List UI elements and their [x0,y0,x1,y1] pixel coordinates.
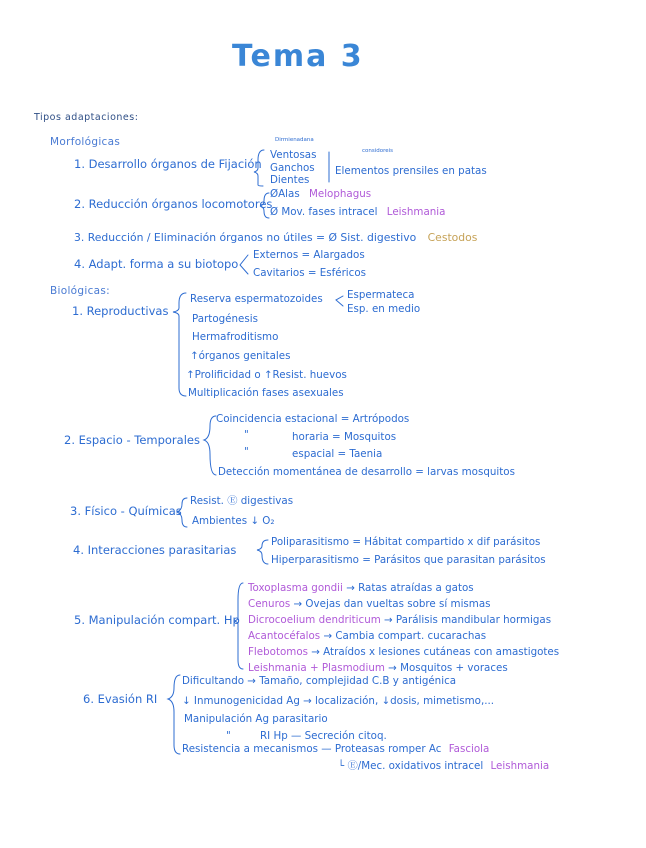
prolificidad: ↑Prolificidad o ↑Resist. huevos [186,369,347,381]
morfologicas-heading: Morfológicas [50,136,121,148]
mec-oxidativos [338,761,549,771]
bio-item-4-label: 4. Interacciones parasitarias [73,543,237,557]
dientes: Dientes [270,174,310,186]
morf-item-4-label: 4. Adapt. forma a su biotopo [74,257,239,271]
bio-item-2-label: 2. Espacio - Temporales [64,433,200,447]
multiplicacion-asexual: Multiplicación fases asexuales [188,387,344,399]
horaria-mosquitos: horaria = Mosquitos [292,431,397,443]
partogenesis: Partogénesis [192,313,258,325]
manip-species-4: Acantocéfalos [248,630,321,642]
morf-item-1-label: 1. Desarrollo órganos de Fijación [74,157,262,171]
resistencia-mecanismos [182,744,489,754]
deteccion-momentanea: Detección momentánea de desarrollo = larvas mosquitos [218,466,515,478]
inmunogenicidad: ↓ Inmunogenicidad Ag → localización, ↓dosis, mimetismo,... [182,695,495,707]
elementos-prensiles: Elementos prensiles en patas [335,165,487,177]
esp-en-medio: Esp. en medio [347,303,421,315]
fasciola-example: Fasciola [448,743,490,755]
bio-item-5-label: 5. Manipulación compart. Hp [74,613,240,627]
leishmania-example-2: Leishmania [490,760,550,772]
poliparasitismo: Poliparasitismo = Hábitat compartido x dif parásitos [271,536,541,548]
manip-row-2 [248,599,491,609]
section-heading: Tipos adaptaciones: [34,112,139,123]
coincidencia-estacional: Coincidencia estacional = Artrópodos [216,413,410,425]
ambientes-o2: Ambientes ↓ O₂ [192,515,275,527]
morf-item-2-alas [270,189,371,199]
manip-species-3: Dicrocoelium dendriticum [248,614,381,626]
hiperparasitismo: Hiperparasitismo = Parásitos que parasitan parásitos [271,554,546,566]
espermateca: Espermateca [347,289,415,301]
biologicas-heading: Biológicas: [50,285,110,297]
page-title: Tema 3 [232,39,364,74]
melophagus-example: Melophagus [308,188,372,200]
morf-item-2-label: 2. Reducción órganos locomotores [74,197,273,211]
manip-species-6: Leishmania + Plasmodium [248,662,385,674]
leishmania-example: Leishmania [386,206,446,218]
cestodos-example: Cestodos [427,231,478,244]
manipulacion-ag: Manipulación Ag parasitario [184,713,328,725]
bio-item-3-label: 3. Físico - Químicas [70,504,182,518]
manip-row-1 [248,583,474,593]
ri-hp-secrecion: RI Hp — Secreción citoq. [260,730,387,742]
manip-desc-6: → Mosquitos + voraces [388,662,508,674]
resistencia-text: Resistencia a mecanismos — Proteasas romper Ac [182,743,442,755]
dificultando: Dificultando → Tamaño, complejidad C.B y antigénica [182,675,457,687]
resist-enzimas-digestivas: Resist. Ⓔ digestivas [190,495,294,507]
ditto-3: " [226,730,231,742]
ventosas: Ventosas [270,149,317,161]
hermafroditismo: Hermafroditismo [192,331,279,343]
morf-item-3 [74,233,477,244]
cavitarios-esfericos: Cavitarios = Esféricos [253,267,366,279]
bio-item-6-label: 6. Evasión RI [83,692,158,706]
organos-genitales: ↑órganos genitales [190,350,291,362]
manip-row-5 [248,647,559,657]
manip-desc-1: → Ratas atraídas a gatos [346,582,474,594]
reserva-espermatozoides: Reserva espermatozoides [190,293,323,305]
externos-alargados: Externos = Alargados [253,249,365,261]
morf-item-1-tiny-note: Dirmienadana [275,137,314,143]
manip-row-6 [248,663,508,673]
morf-item-1-tiny-note-2: considoreis [362,148,394,154]
manip-desc-5: → Atraídos x lesiones cutáneas con amastigotes [311,646,560,658]
manip-desc-4: → Cambia compart. cucarachas [323,630,487,642]
mov-text: Ø Mov. fases intracel [270,206,378,218]
manip-species-5: Flebotomos [248,646,308,658]
morf-item-3-text: 3. Reducción / Eliminación órganos no útiles = Ø Sist. digestivo [74,231,417,244]
manip-species-1: Toxoplasma gondii [248,582,343,594]
manip-species-2: Cenuros [248,598,291,610]
espacial-taenia: espacial = Taenia [292,448,383,460]
ditto-1: " [244,429,249,441]
alas-text: ØAlas [270,188,300,200]
manip-row-4 [248,631,486,641]
manip-desc-2: → Ovejas dan vueltas sobre sí mismas [293,598,491,610]
mec-oxidativos-text: └ Ⓔ/Mec. oxidativos intracel [338,760,484,772]
ditto-2: " [244,446,249,458]
morf-item-2-mov [270,207,445,217]
manip-desc-3: → Parálisis mandibular hormigas [384,614,552,626]
bio-item-1-label: 1. Reproductivas [72,304,169,318]
ganchos: Ganchos [270,162,315,174]
manip-row-3 [248,615,551,625]
